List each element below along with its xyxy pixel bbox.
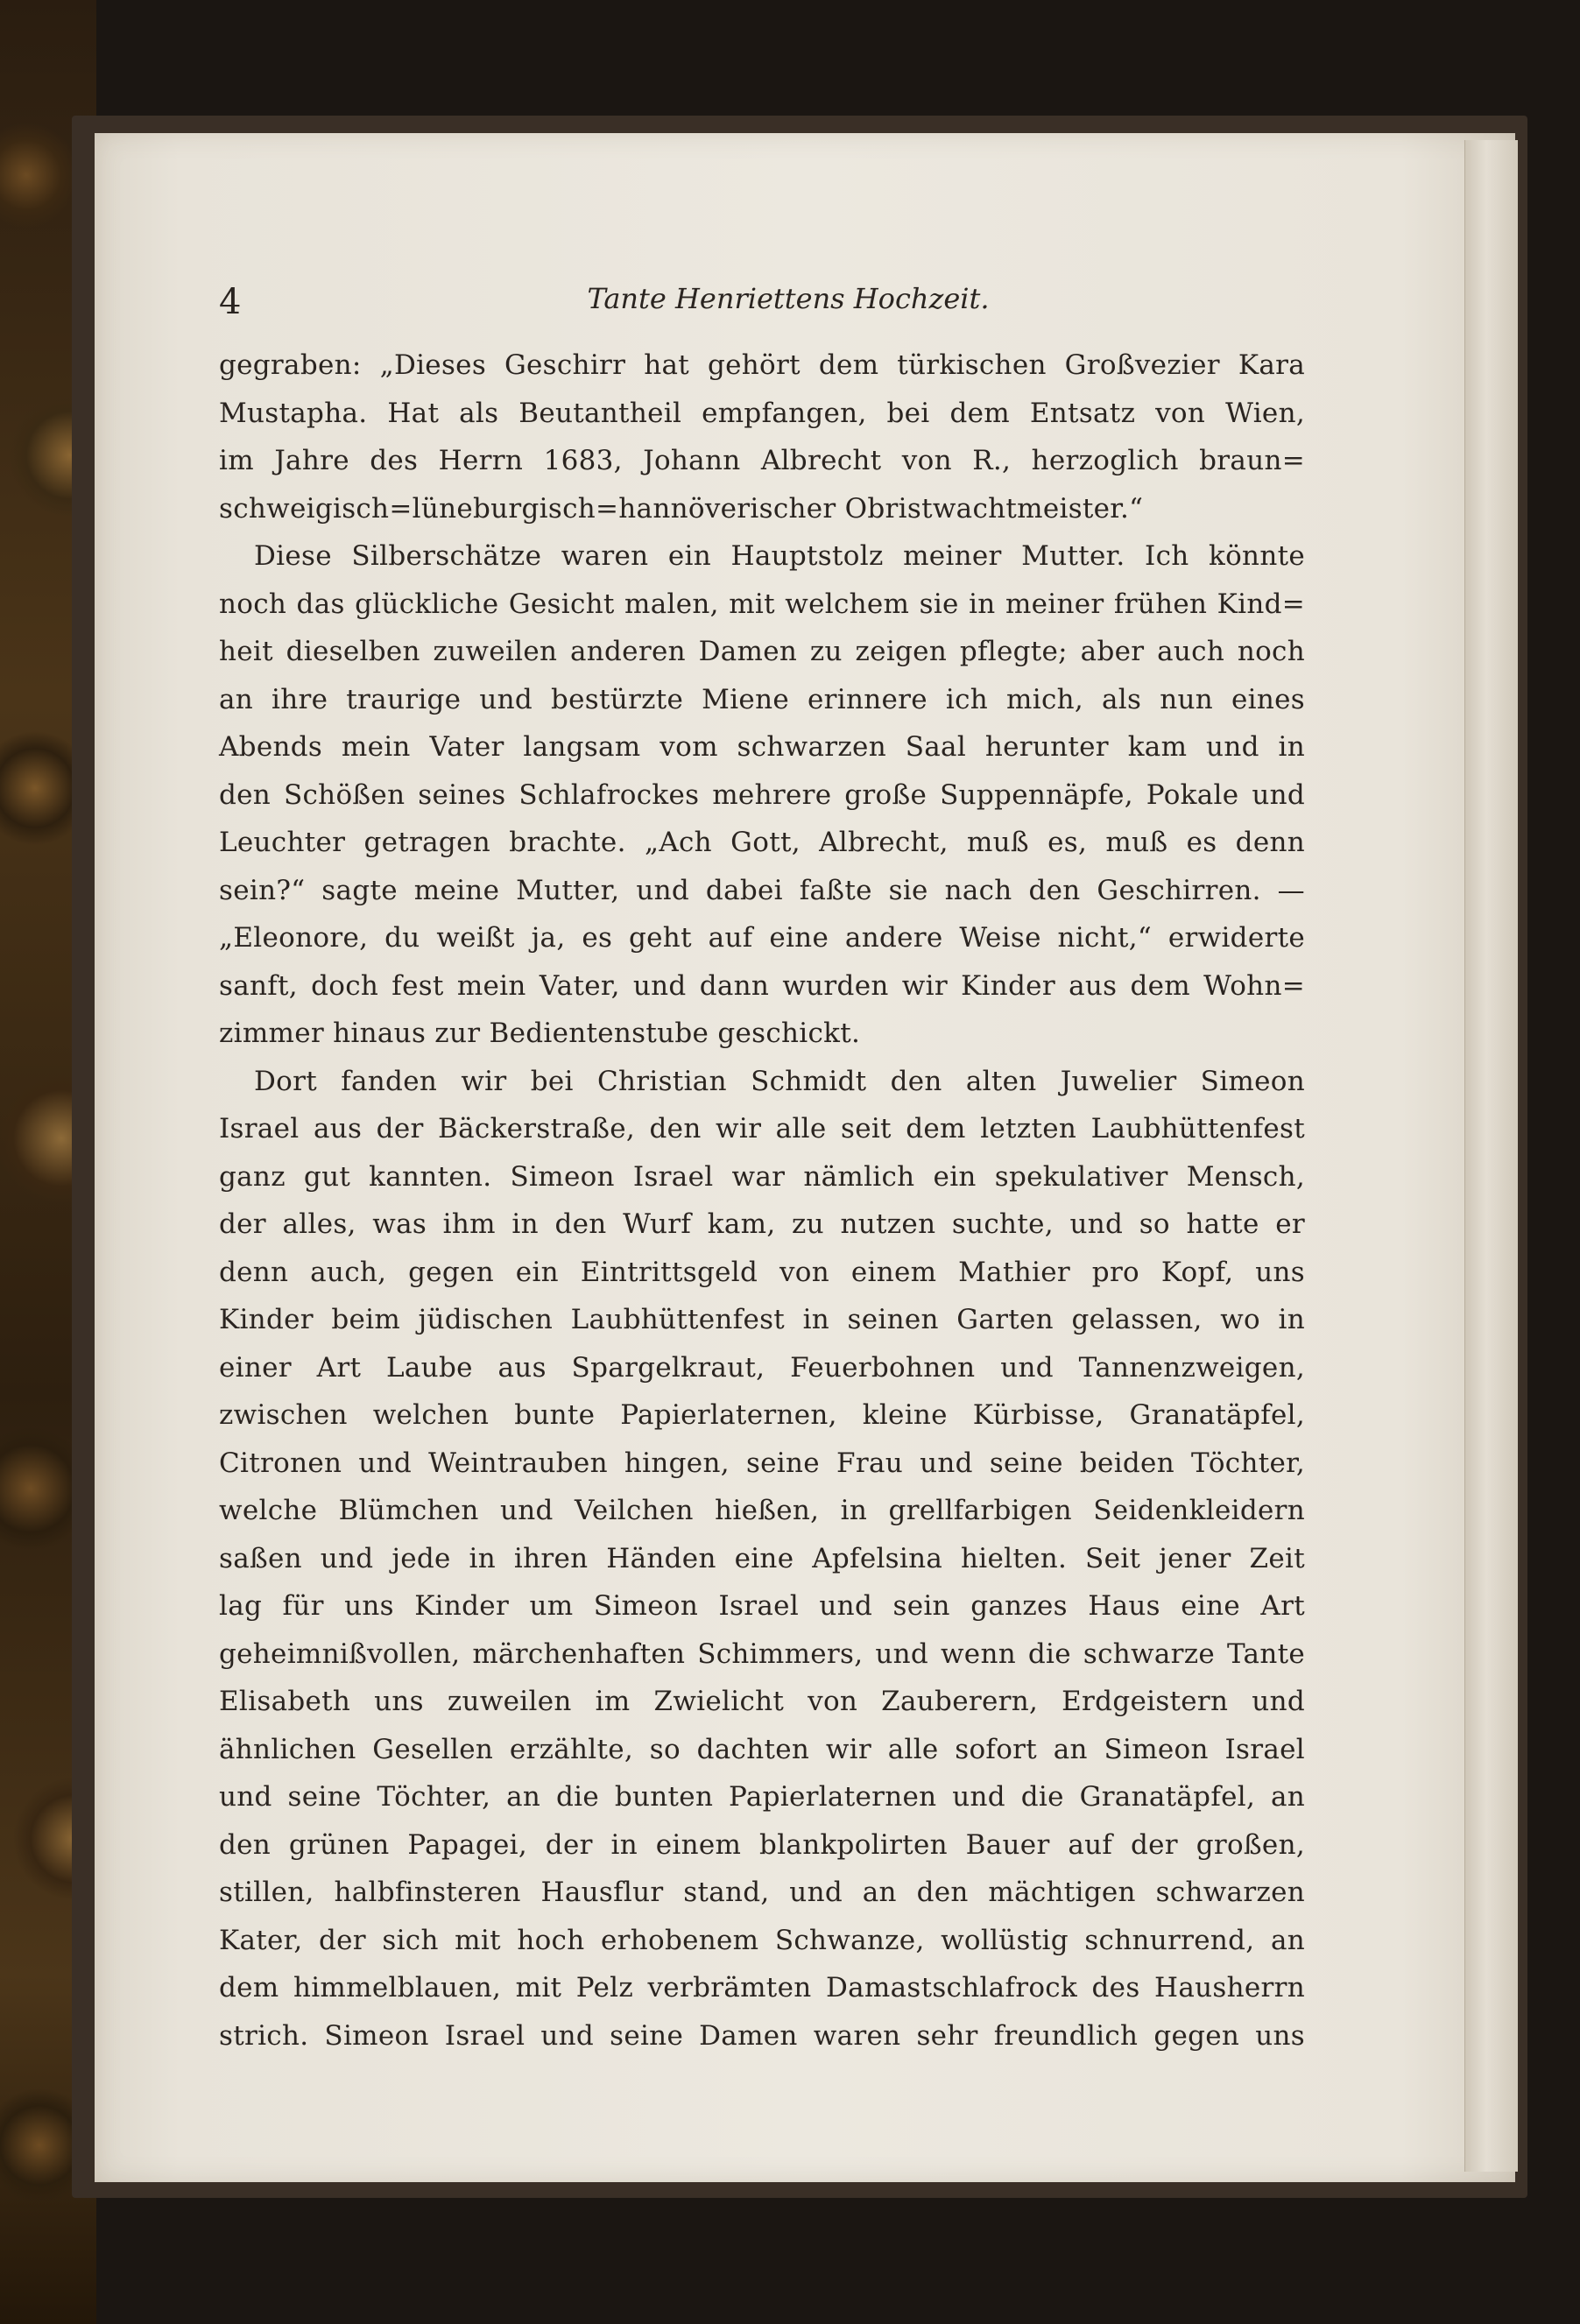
text-line: sein?“ sagte meine Mutter, und dabei faßte sie nach den Geschirren. — — [219, 874, 1305, 906]
text-line: heit dieselben zuweilen anderen Damen zu zeigen pflegte; aber auch noch — [219, 636, 1305, 667]
text-line: saßen und jede in ihren Händen eine Apfelsina hielten. Seit jener Zeit — [219, 1542, 1305, 1574]
text-line: Diese Silberschätze waren ein Hauptstolz meiner Mutter. Ich könnte — [254, 540, 1305, 572]
text-line: Dort fanden wir bei Christian Schmidt den alten Juwelier Simeon — [254, 1065, 1305, 1097]
text-line: Leuchter getragen brachte. „Ach Gott, Albrecht, muß es, muß es denn — [219, 827, 1305, 858]
text-line: zwischen welchen bunte Papierlaternen, kleine Kürbisse, Granatäpfel, — [219, 1399, 1305, 1431]
text-line: Abends mein Vater langsam vom schwarzen Saal herunter kam und in — [219, 731, 1305, 763]
text-line: Citronen und Weintrauben hingen, seine Frau und seine beiden Töchter, — [219, 1447, 1305, 1479]
text-line: sanft, doch fest mein Vater, und dann wurden wir Kinder aus dem Wohn= — [219, 969, 1305, 1002]
text-line: denn auch, gegen ein Eintrittsgeld von einem Mathier pro Kopf, uns — [219, 1256, 1305, 1288]
text-line: noch das glückliche Gesicht malen, mit welchem sie in meiner frühen Kind= — [219, 588, 1305, 620]
text-line: ganz gut kannten. Simeon Israel war nämlich ein spekulativer Mensch, — [219, 1160, 1305, 1193]
text-line: welche Blümchen und Veilchen hießen, in grellfarbigen Seidenkleidern — [219, 1495, 1305, 1526]
text-line: den Schößen seines Schlafrockes mehrere große Suppennäpfe, Pokale und — [219, 778, 1305, 811]
text-line: einer Art Laube aus Spargelkraut, Feuerbohnen und Tannenzweigen, — [219, 1351, 1305, 1384]
text-line: geheimnißvollen, märchenhaften Schimmers, und wenn die schwarze Tante — [219, 1637, 1305, 1670]
text-line: ähnlichen Gesellen erzählte, so dachten wir alle sofort an Simeon Israel — [219, 1733, 1305, 1765]
text-line: der alles, was ihm in den Wurf kam, zu nutzen suchte, und so hatte er — [219, 1208, 1305, 1240]
text-line: Kater, der sich mit hoch erhobenem Schwanze, wollüstig schnurrend, an — [219, 1924, 1305, 1956]
text-line: gegraben: „Dieses Geschirr hat gehört dem türkischen Großvezier Kara — [219, 349, 1305, 381]
page-number: 4 — [219, 282, 242, 322]
page-header — [219, 271, 1305, 342]
text-line: Kinder beim jüdischen Laubhüttenfest in seinen Garten gelassen, wo in — [219, 1304, 1305, 1335]
text-line: strich. Simeon Israel und seine Damen waren sehr freundlich gegen uns — [219, 2019, 1305, 2052]
text-line: „Eleonore, du weißt ja, es geht auf eine andere Weise nicht,“ erwiderte — [219, 922, 1305, 954]
text-line: dem himmelblauen, mit Pelz verbrämten Damastschlafrock des Hausherrn — [219, 1972, 1305, 2004]
text-line: an ihre traurige und bestürzte Miene erinnere ich mich, als nun eines — [219, 683, 1305, 715]
text-line: schweigisch=lüneburgisch=hannöverischer Obristwachtmeister.“ — [219, 492, 1144, 525]
text-line: stillen, halbfinsteren Hausflur stand, und an den mächtigen schwarzen — [219, 1877, 1305, 1908]
text-line: zimmer hinaus zur Bedientenstube geschickt. — [219, 1018, 861, 1049]
text-line: Mustapha. Hat als Beutantheil empfangen, bei dem Entsatz von Wien, — [219, 397, 1305, 429]
text-line: im Jahre des Herrn 1683, Johann Albrecht von R., herzoglich braun= — [219, 445, 1305, 476]
text-line: lag für uns Kinder um Simeon Israel und sein ganzes Haus eine Art — [219, 1590, 1305, 1622]
text-line: den grünen Papagei, der in einem blankpolirten Bauer auf der großen, — [219, 1828, 1305, 1861]
running-title: Tante Henriettens Hochzeit. — [587, 282, 990, 315]
text-line: Israel aus der Bäckerstraße, den wir alle seit dem letzten Laubhüttenfest — [219, 1113, 1305, 1144]
page-edges — [1464, 140, 1518, 2172]
page-text-block — [219, 271, 1305, 2060]
text-line: Elisabeth uns zuweilen im Zwielicht von Zauberern, Erdgeistern und — [219, 1686, 1305, 1717]
text-line: und seine Töchter, an die bunten Papierlaternen und die Granatäpfel, an — [219, 1781, 1305, 1813]
